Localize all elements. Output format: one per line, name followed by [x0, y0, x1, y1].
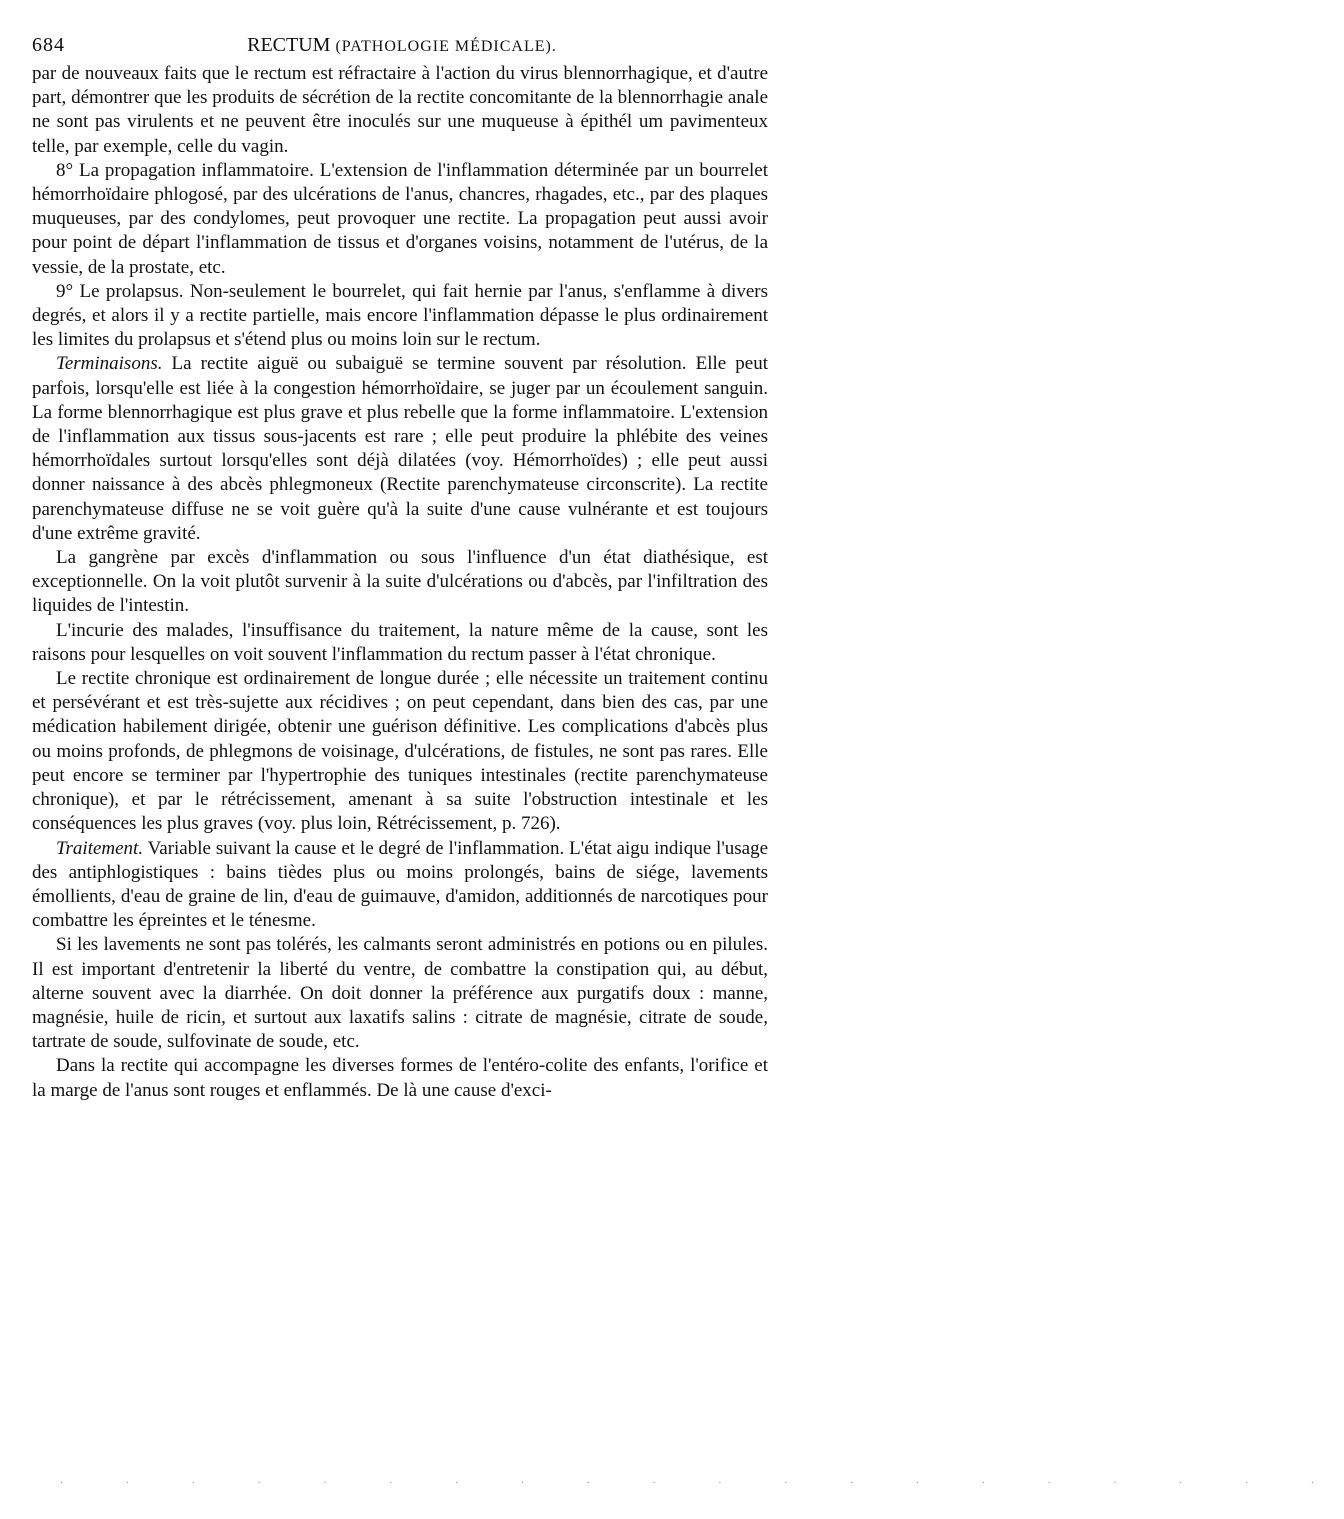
paragraph-text: Variable suivant la cause et le degré de l'inflammation. L'état aigu indique l'usage des antiphlogistiques : bains tièdes plus ou moins prolongés, bains de siége, lavements émollients, d'eau de graine de lin, d'eau de guimauve, d'amidon, additionnés de narcotiques pour combattre les épreintes et le ténesme.	[32, 837, 768, 932]
paragraph-text: La rectite aiguë ou subaiguë se termine souvent par résolution. Elle peut parfois, lorsqu'elle est liée à la congestion hémorrhoïdaire, se juger par un écoulement sanguin. La forme blennorrhagique est plus grave et plus rebelle que la forme inflammatoire. L'extension de l'inflammation aux tissus sous-jacents est rare ; elle peut produire la phlébite des veines hémorrhoïdales surtout lorsqu'elles sont déjà dilatées (voy. Hémorrhoïdes) ; elle peut aussi donner naissance à des abcès phlegmoneux (Rectite parenchymateuse circonscrite). La rectite parenchymateuse diffuse ne se voit guère qu'à la suite d'une cause vulnérante et est toujours d'une extrême gravité.	[32, 353, 768, 544]
paragraph-rectite-chronique	[32, 667, 768, 836]
bottom-scan-specks: · · · · · · · · · · · · · · · · · · · ·	[60, 1478, 1344, 1489]
paragraph-incurie	[32, 619, 768, 667]
paragraph-text: La gangrène par excès d'inflammation ou sous l'influence d'un état diathésique, est exceptionnelle. On la voit plutôt survenir à la suite d'ulcérations ou d'abcès, par l'infiltration des liquides de l'intestin.	[32, 547, 768, 617]
paragraph-text: par de nouveaux faits que le rectum est réfractaire à l'action du virus blennorrhagique, et d'autre part, démontrer que les produits de sécrétion de la rectite concomitante de la blennorrhagie anale ne sont pas virulents et ne peuvent être inoculés sur une muqueuse à épithél um pavimenteux telle, par exemple, celle du vagin.	[32, 63, 768, 157]
paragraph-text: L'incurie des malades, l'insuffisance du traitement, la nature même de la cause, sont les raisons pour lesquelles on voit souvent l'inflammation du rectum passer à l'état chronique.	[32, 619, 768, 665]
paragraph-prolapsus	[32, 280, 768, 353]
paragraph-gangrene	[32, 546, 768, 619]
running-title-main: RECTUM	[247, 34, 331, 56]
paragraph-text: Dans la rectite qui accompagne les diverses formes de l'entéro-colite des enfants, l'orifice et la marge de l'anus sont rouges et enflammés. De là une cause d'exci-	[32, 1055, 768, 1101]
section-heading-terminaisons: Terminaisons.	[56, 353, 163, 375]
paragraph-continuation	[32, 62, 768, 159]
running-title-subtitle: (PATHOLOGIE MÉDICALE).	[335, 38, 557, 55]
running-header	[32, 30, 772, 60]
paragraph-enfants	[32, 1054, 768, 1102]
section-heading-traitement: Traitement.	[56, 837, 144, 859]
paragraph-text: 9° Le prolapsus. Non-seulement le bourrelet, qui fait hernie par l'anus, s'enflamme à divers degrés, et alors il y a rectite partielle, mais encore l'inflammation dépasse le plus ordinairement les limites du prolapsus et s'étend plus ou moins loin sur le rectum.	[32, 280, 768, 351]
page-number: 684	[32, 34, 65, 56]
paragraph-text: Le rectite chronique est ordinairement de longue durée ; elle nécessite un traitement continu et persévérant et est très-sujette aux récidives ; on peut cependant, dans bien des cas, par une médication habilement dirigée, obtenir une guérison définitive. Les complications d'abcès plus ou moins profonds, de phlegmons de voisinage, d'ulcérations, de fistules, ne sont pas rares. Elle peut encore se terminer par l'hypertrophie des tuniques intestinales (rectite parenchymateuse chronique), et par le rétrécissement, amenant à sa suite l'obstruction intestinale et les conséquences les plus graves (voy. plus loin, Rétrécissement, p. 726).	[32, 668, 768, 835]
paragraph-text: Si les lavements ne sont pas tolérés, les calmants seront administrés en potions ou en pilules. Il est important d'entretenir la liberté du ventre, de combattre la constipation qui, au début, alterne souvent avec la diarrhée. On doit donner la préférence aux purgatifs doux : manne, magnésie, huile de ricin, et surtout aux laxatifs salins : citrate de magnésie, citrate de soude, tartrate de soude, sulfovinate de soude, etc.	[32, 934, 768, 1053]
paragraph-terminaisons	[32, 352, 768, 546]
paragraph-traitement	[32, 837, 768, 934]
paragraph-text: 8° La propagation inflammatoire. L'extension de l'inflammation déterminée par un bourrelet hémorrhoïdaire phlogosé, par des ulcérations de l'anus, chancres, rhagades, etc., par des plaques muqueuses, par des condylomes, peut provoquer une rectite. La propagation peut aussi avoir pour point de départ l'inflammation de tissus et d'organes voisins, notamment de l'utérus, de la vessie, de la prostate, etc.	[32, 159, 768, 278]
paragraph-lavements	[32, 933, 768, 1054]
running-title	[32, 30, 772, 62]
paragraph-propagation	[32, 159, 768, 280]
page-body	[32, 62, 768, 1103]
